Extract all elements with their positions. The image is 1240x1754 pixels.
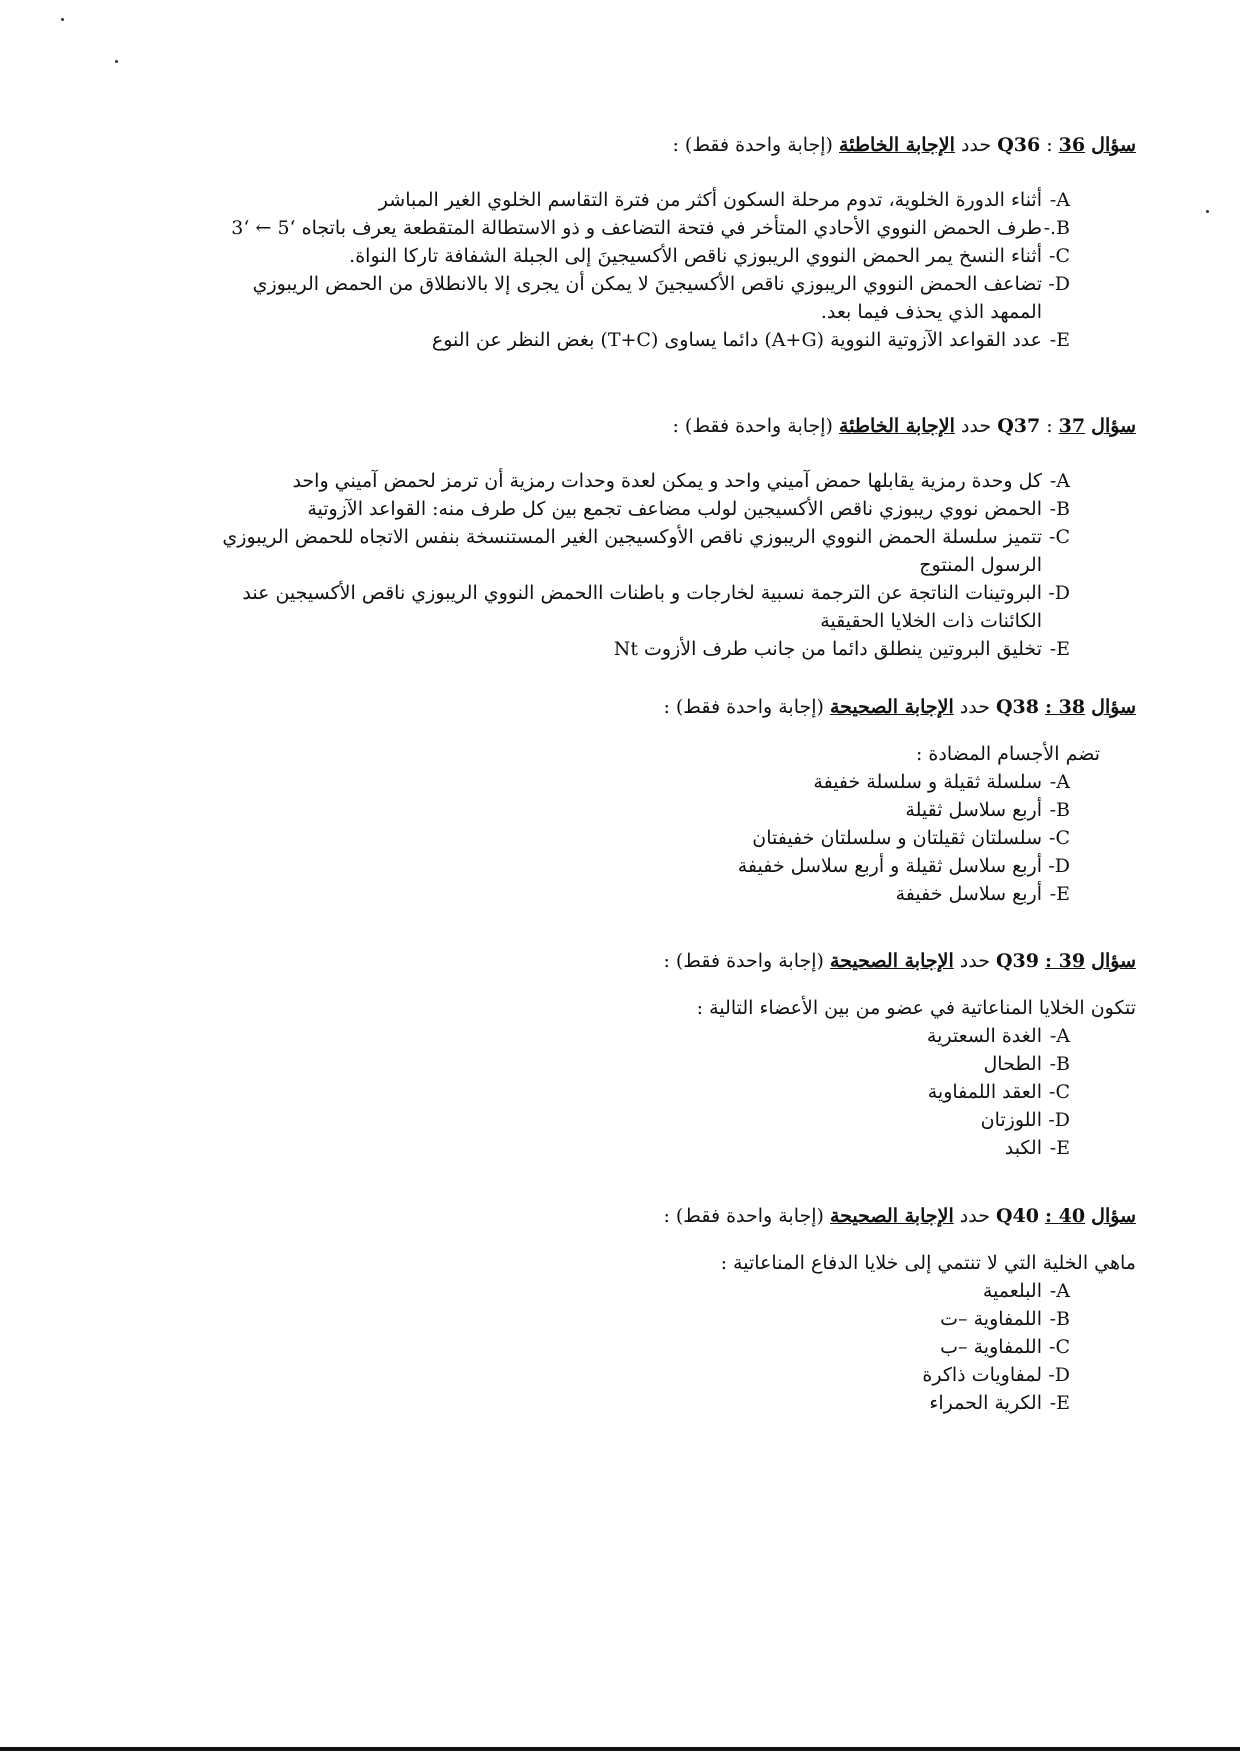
question-label: سؤال bbox=[1091, 415, 1136, 437]
answer-type: الإجابة الصحيحة bbox=[829, 1205, 954, 1227]
option-key: -E bbox=[1049, 638, 1070, 660]
option-text: اللمفاوية –ب bbox=[940, 1336, 1042, 1358]
question-number: 37 bbox=[1058, 415, 1086, 437]
option-text: الغدة السعترية bbox=[926, 1025, 1042, 1047]
question-36 bbox=[210, 132, 1136, 354]
question-label: سؤال bbox=[1091, 696, 1136, 718]
answer-note: (إجابة واحدة فقط) : bbox=[663, 696, 830, 718]
option-text: البروتينات الناتجة عن الترجمة نسبية لخارجات و باطنات االحمض النووي الريبوزي ناقص الأكسيجين عند الكائنات ذات الخلايا الحقيقية bbox=[242, 582, 1042, 632]
option-key: -C bbox=[1049, 827, 1070, 849]
option-text: سلسلتان ثقيلتان و سلسلتان خفيفتان bbox=[752, 827, 1042, 849]
option-key: -D bbox=[1048, 1364, 1070, 1386]
option-a bbox=[210, 1277, 1070, 1305]
option-e bbox=[210, 635, 1070, 663]
question-header bbox=[210, 694, 1136, 720]
option-text: اللمفاوية –ت bbox=[940, 1308, 1042, 1330]
scan-speck bbox=[61, 18, 64, 21]
option-c bbox=[210, 1078, 1070, 1106]
option-key: -E bbox=[1049, 329, 1070, 351]
option-d bbox=[210, 579, 1070, 635]
question-number: 38 : bbox=[1045, 696, 1086, 718]
answer-type: الإجابة الصحيحة bbox=[829, 696, 954, 718]
answer-note: (إجابة واحدة فقط) : bbox=[672, 134, 840, 156]
instruction-verb: حدد bbox=[953, 696, 996, 718]
option-a bbox=[210, 186, 1070, 214]
option-text: الطحال bbox=[983, 1053, 1042, 1075]
option-e bbox=[210, 1134, 1070, 1162]
question-id: Q37 bbox=[997, 415, 1041, 437]
question-id: Q39 bbox=[995, 950, 1039, 972]
option-key: -B bbox=[1049, 799, 1070, 821]
option-key: -C bbox=[1049, 1081, 1070, 1103]
option-text: اللوزتان bbox=[980, 1109, 1042, 1131]
option-b bbox=[210, 214, 1070, 242]
option-list bbox=[210, 186, 1070, 354]
option-text: طرف الحمض النووي الأحادي المتأخر في فتحة التضاعف و ذو الاستطالة المتقطعة يعرف باتجاه ‘5 ← ‘3 bbox=[231, 217, 1042, 239]
question-header bbox=[210, 1203, 1136, 1229]
instruction-verb: حدد bbox=[953, 1205, 996, 1227]
question-label: سؤال bbox=[1091, 134, 1136, 156]
instruction-verb: حدد bbox=[953, 950, 996, 972]
option-a bbox=[210, 1022, 1070, 1050]
option-a bbox=[210, 768, 1070, 796]
question-40 bbox=[210, 1203, 1136, 1417]
option-d bbox=[210, 1106, 1070, 1134]
question-id: Q40 bbox=[995, 1205, 1039, 1227]
option-key: -A bbox=[1049, 470, 1070, 492]
question-37 bbox=[210, 413, 1136, 663]
option-e bbox=[210, 880, 1070, 908]
answer-type: الإجابة الخاطئة bbox=[839, 415, 955, 437]
option-list bbox=[210, 1022, 1070, 1162]
option-text: كل وحدة رمزية يقابلها حمض آميني واحد و يمكن لعدة وحدات رمزية أن ترمز لحمض آميني واحد bbox=[292, 470, 1042, 492]
option-text: الكرية الحمراء bbox=[929, 1392, 1042, 1414]
option-key: -D bbox=[1048, 273, 1070, 295]
option-list bbox=[210, 467, 1070, 663]
question-id: Q36 bbox=[997, 134, 1041, 156]
option-text: الحمض نووي ريبوزي ناقص الأكسيجين لولب مضاعف تجمع بين كل طرف منه: القواعد الآزوتية bbox=[307, 498, 1042, 520]
option-text: لمفاويات ذاكرة bbox=[922, 1364, 1042, 1386]
instruction-verb: حدد bbox=[954, 134, 998, 156]
question-number: 40 : bbox=[1045, 1205, 1086, 1227]
question-label: سؤال bbox=[1091, 1205, 1136, 1227]
option-text: تخليق البروتين ينطلق دائما من جانب طرف الأزوت Nt bbox=[613, 638, 1042, 660]
question-39 bbox=[210, 948, 1136, 1162]
option-c bbox=[210, 1333, 1070, 1361]
option-key: -D bbox=[1048, 855, 1070, 877]
option-key: -A bbox=[1049, 771, 1070, 793]
option-e bbox=[210, 1389, 1070, 1417]
option-key: -C bbox=[1049, 526, 1070, 548]
question-stem: تضم الأجسام المضادة : bbox=[915, 743, 1100, 765]
option-b bbox=[210, 1305, 1070, 1333]
question-header bbox=[210, 948, 1136, 974]
option-key: -E bbox=[1049, 883, 1070, 905]
header-separator: : bbox=[1040, 134, 1059, 156]
option-d bbox=[210, 270, 1070, 326]
option-text: أربع سلاسل ثقيلة و أربع سلاسل خفيفة bbox=[737, 855, 1042, 877]
option-d bbox=[210, 1361, 1070, 1389]
option-text: تتميز سلسلة الحمض النووي الريبوزي ناقص الأوكسيجين الغير المستنسخة بنفس الاتجاه للحمض الريبوزي الرسول المنتوج bbox=[222, 526, 1042, 576]
question-header bbox=[210, 132, 1136, 158]
option-text: أثناء النسخ يمر الحمض النووي الريبوزي ناقص الأكسيجينَ إلى الجبلة الشفافة تاركا النواة. bbox=[349, 245, 1042, 267]
option-key: -B bbox=[1049, 1053, 1070, 1075]
option-b bbox=[210, 495, 1070, 523]
option-list bbox=[210, 1277, 1070, 1417]
option-key: -B bbox=[1049, 1308, 1070, 1330]
option-text: الكبد bbox=[1004, 1137, 1042, 1159]
question-label: سؤال bbox=[1091, 950, 1136, 972]
answer-note: (إجابة واحدة فقط) : bbox=[663, 1205, 830, 1227]
scan-speck bbox=[115, 60, 118, 63]
answer-type: الإجابة الخاطئة bbox=[839, 134, 955, 156]
option-key: -.B bbox=[1043, 217, 1070, 239]
option-c bbox=[210, 242, 1070, 270]
answer-note: (إجابة واحدة فقط) : bbox=[663, 950, 830, 972]
question-number: 36 bbox=[1058, 134, 1086, 156]
option-key: -D bbox=[1048, 1109, 1070, 1131]
option-a bbox=[210, 467, 1070, 495]
option-text: أربع سلاسل ثقيلة bbox=[905, 799, 1042, 821]
option-key: -D bbox=[1048, 582, 1070, 604]
option-key: -E bbox=[1049, 1137, 1070, 1159]
option-key: -B bbox=[1049, 498, 1070, 520]
header-separator: : bbox=[1040, 415, 1059, 437]
option-e bbox=[210, 326, 1070, 354]
scan-speck bbox=[1206, 210, 1209, 213]
option-b bbox=[210, 1050, 1070, 1078]
question-stem: ماهي الخلية التي لا تنتمي إلى خلايا الدفاع المناعاتية : bbox=[720, 1252, 1136, 1274]
option-text: أربع سلاسل خفيفة bbox=[895, 883, 1042, 905]
question-id: Q38 bbox=[995, 696, 1039, 718]
option-c bbox=[210, 824, 1070, 852]
question-header bbox=[210, 413, 1136, 439]
answer-note: (إجابة واحدة فقط) : bbox=[672, 415, 840, 437]
option-key: -E bbox=[1049, 1392, 1070, 1414]
question-stem: تتكون الخلايا المناعاتية في عضو من بين الأعضاء التالية : bbox=[696, 997, 1136, 1019]
option-text: تضاعف الحمض النووي الريبوزي ناقص الأكسيجينَ لا يمكن أن يجرى إلا بالانطلاق من الحمض الريبوزي الممهد الذي يحذف فيما بعد. bbox=[252, 273, 1042, 323]
option-text: البلعمية bbox=[982, 1280, 1042, 1302]
question-38 bbox=[210, 694, 1136, 908]
question-number: 39 : bbox=[1045, 950, 1086, 972]
option-text: العقد اللمفاوية bbox=[927, 1081, 1042, 1103]
scan-bottom-edge bbox=[0, 1747, 1240, 1751]
option-key: -C bbox=[1049, 245, 1070, 267]
instruction-verb: حدد bbox=[954, 415, 998, 437]
option-text: أثناء الدورة الخلوية، تدوم مرحلة السكون أكثر من فترة التقاسم الخلوي الغير المباشر bbox=[378, 189, 1042, 211]
option-d bbox=[210, 852, 1070, 880]
option-key: -A bbox=[1049, 1280, 1070, 1302]
option-key: -A bbox=[1049, 189, 1070, 211]
option-list bbox=[210, 768, 1070, 908]
answer-type: الإجابة الصحيحة bbox=[829, 950, 954, 972]
option-b bbox=[210, 796, 1070, 824]
option-key: -A bbox=[1049, 1025, 1070, 1047]
option-text: عدد القواعد الآزوتية النووية (A+G) دائما يساوى (T+C) بغض النظر عن النوع bbox=[431, 329, 1042, 351]
option-c bbox=[210, 523, 1070, 579]
option-key: -C bbox=[1049, 1336, 1070, 1358]
option-text: سلسلة ثقيلة و سلسلة خفيفة bbox=[813, 771, 1042, 793]
